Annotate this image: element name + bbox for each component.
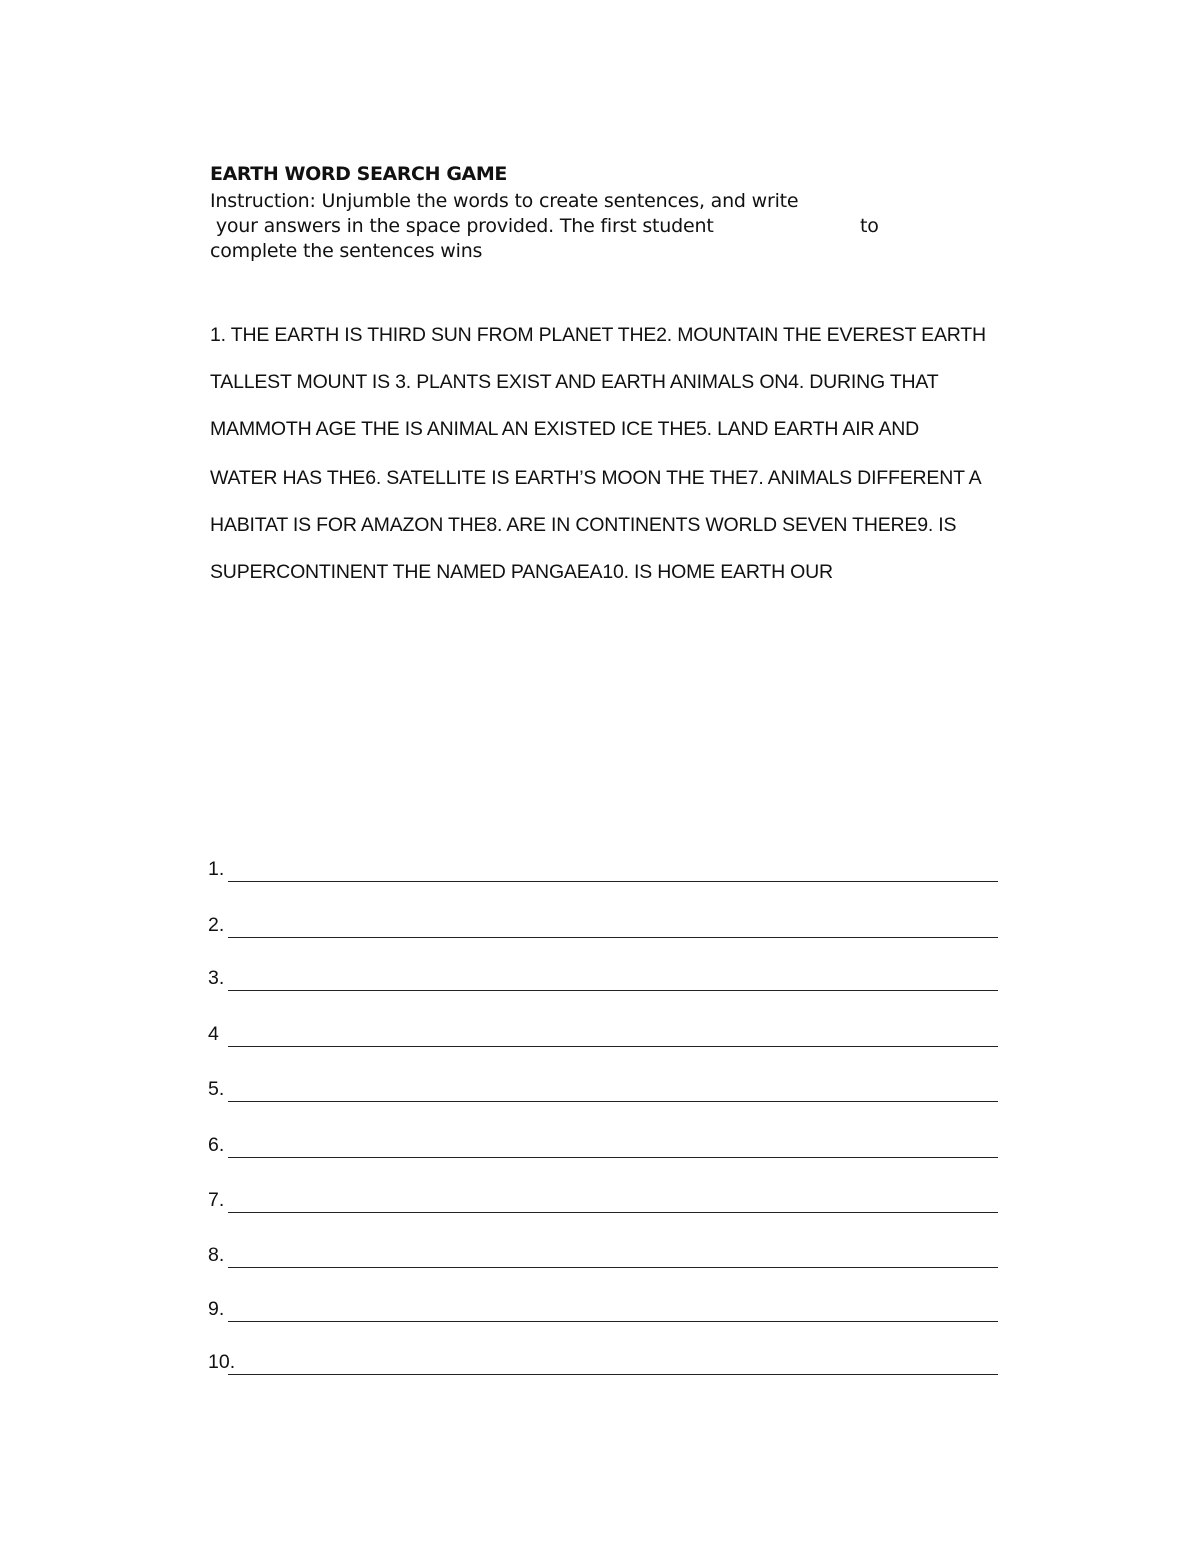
jumbled-line: WATER HAS THE6. SATELLITE IS EARTH’S MOON THE THE7. ANIMALS DIFFERENT A	[210, 467, 982, 489]
answer-row-2	[208, 896, 998, 936]
answer-blank-line[interactable]	[228, 1101, 998, 1102]
answer-number: 7.	[208, 1189, 225, 1211]
answer-blank-line[interactable]	[228, 1046, 998, 1047]
answer-number: 4	[208, 1023, 219, 1045]
instruction-line-2: your answers in the space provided. The first student	[210, 215, 714, 237]
answer-number: 8.	[208, 1244, 225, 1266]
jumbled-line: SUPERCONTINENT THE NAMED PANGAEA10. IS HOME EARTH OUR	[210, 561, 833, 583]
answer-number: 3.	[208, 967, 225, 989]
jumbled-line: 1. THE EARTH IS THIRD SUN FROM PLANET THE2. MOUNTAIN THE EVEREST EARTH	[210, 324, 986, 346]
answer-row-5	[208, 1060, 998, 1100]
answer-blank-line[interactable]	[228, 990, 998, 991]
instruction-line-1: Instruction: Unjumble the words to create sentences, and write	[210, 190, 799, 212]
answer-blank-line[interactable]	[228, 1321, 998, 1322]
instruction-line-2-end: to	[860, 215, 879, 237]
jumbled-line: TALLEST MOUNT IS 3. PLANTS EXIST AND EARTH ANIMALS ON4. DURING THAT	[210, 371, 939, 393]
jumbled-line: HABITAT IS FOR AMAZON THE8. ARE IN CONTINENTS WORLD SEVEN THERE9. IS	[210, 514, 957, 536]
answer-row-4	[208, 1005, 998, 1045]
answer-row-8	[208, 1226, 998, 1266]
answer-number: 6.	[208, 1134, 225, 1156]
answer-blank-line[interactable]	[228, 881, 998, 882]
answer-row-1	[208, 840, 998, 880]
answer-blank-line[interactable]	[228, 1157, 998, 1158]
answer-row-10	[208, 1333, 998, 1373]
answer-row-7	[208, 1171, 998, 1211]
answer-blank-line[interactable]	[228, 937, 998, 938]
answer-number: 5.	[208, 1078, 225, 1100]
answer-row-9	[208, 1280, 998, 1320]
answer-number: 10.	[208, 1351, 236, 1373]
answer-number: 1.	[208, 858, 225, 880]
answer-row-3	[208, 949, 998, 989]
answer-number: 9.	[208, 1298, 225, 1320]
jumbled-line: MAMMOTH AGE THE IS ANIMAL AN EXISTED ICE THE5. LAND EARTH AIR AND	[210, 418, 920, 440]
answer-blank-line[interactable]	[228, 1374, 998, 1375]
worksheet-title: EARTH WORD SEARCH GAME	[210, 163, 507, 185]
answer-blank-line[interactable]	[228, 1212, 998, 1213]
answer-number: 2.	[208, 914, 225, 936]
answer-row-6	[208, 1116, 998, 1156]
answer-blank-line[interactable]	[228, 1267, 998, 1268]
instruction-line-3: complete the sentences wins	[210, 240, 483, 262]
